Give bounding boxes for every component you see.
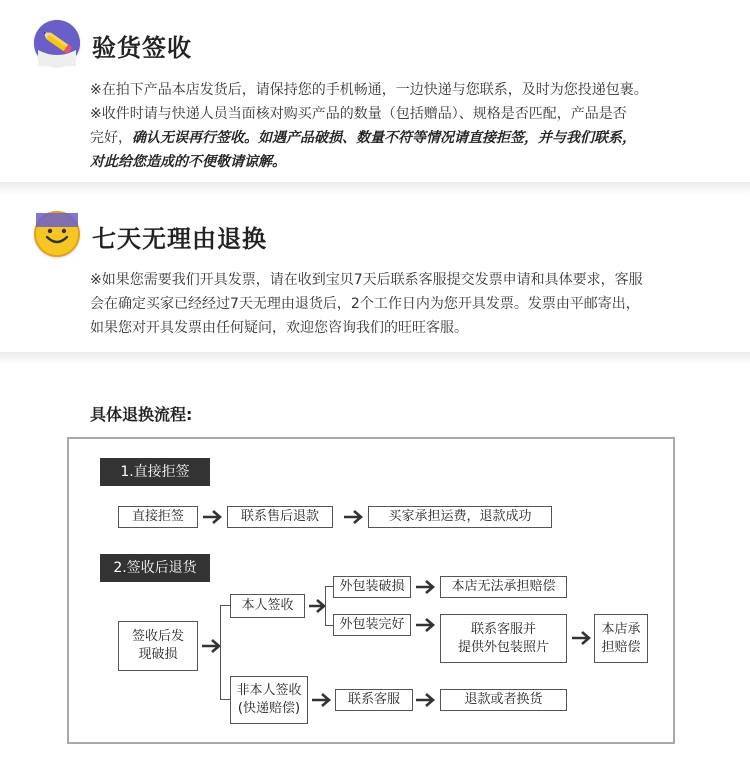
arrow-right-icon: [414, 691, 436, 709]
step-refund-or-exchange: 退款或者换货: [440, 689, 567, 711]
arrow-right-icon: [342, 508, 364, 526]
step-outer-intact: 外包装完好: [333, 614, 411, 636]
step-other-sign-line-2: (快递赔偿): [237, 701, 301, 716]
inspection-text: [90, 78, 710, 174]
step-contact-line-1: 联系客服并: [470, 621, 536, 637]
branch-line: [220, 605, 221, 700]
step-contact-aftersales: 联系售后退款: [227, 506, 333, 528]
step-store-compensates: [594, 614, 648, 663]
inspection-section: [0, 0, 750, 186]
step-store-comp-line-2: 担赔偿: [601, 639, 641, 655]
branch-line: [325, 625, 333, 626]
branch-line: [325, 586, 333, 587]
arrow-right-icon: [310, 691, 332, 709]
arrow-right-icon: [414, 616, 436, 634]
step-no-compensation: 本店无法承担赔偿: [440, 576, 567, 598]
arrow-right-icon: [307, 597, 327, 615]
branch-line: [220, 699, 230, 700]
inspection-line-4: 对此给您造成的不便敬请谅解。: [90, 154, 286, 170]
step-buyer-pays-shipping: 买家承担运费，退款成功: [368, 506, 552, 528]
step-damage-line-2: 现破损: [138, 647, 178, 662]
branch-line: [220, 605, 230, 606]
step-outer-damaged: 外包装破损: [333, 576, 411, 598]
arrow-right-icon: [414, 578, 436, 596]
step-store-comp-line-1: 本店承: [601, 621, 641, 637]
arrow-right-icon: [200, 637, 222, 655]
pencil-icon: [34, 20, 80, 66]
inspection-line-3-emphasis: 确认无误再行签收。如遇产品破损、数量不符等情况请直接拒签，并与我们联系，: [132, 130, 636, 146]
step-damage-line-1: 签收后发: [131, 629, 184, 644]
flow-heading: 具体退换流程:: [90, 405, 193, 424]
inspection-line-3: [90, 126, 710, 150]
returns-line-2: 会在确定买家已经经过7天无理由退货后，2个工作日内为您开具发票。发票由平邮寄出，: [90, 296, 640, 312]
returns-text: [90, 268, 710, 340]
section-divider-shadow: [0, 182, 750, 194]
returns-title: 七天无理由退换: [92, 225, 267, 253]
smile-icon: [34, 211, 80, 257]
step-contact-line-2: 提供外包装照片: [457, 639, 549, 655]
branch-line: [325, 586, 326, 626]
arrow-right-icon: [201, 508, 223, 526]
step-reject-directly: 直接拒签: [118, 506, 198, 528]
section-divider-shadow: [0, 352, 750, 364]
step-contact-with-photos: [440, 614, 567, 663]
flow-section-1-label: 1.直接拒签: [100, 458, 210, 486]
step-contact-service: 联系客服: [335, 689, 413, 711]
inspection-line-1: ※在拍下产品本店发货后，请保持您的手机畅通，一边快递与您联系，及时为您投递包裹。: [90, 82, 648, 98]
flow-section-2-label: 2.签收后退货: [100, 554, 210, 582]
returns-line-3: 如果您对开具发票由任何疑问，欢迎您咨询我们的旺旺客服。: [90, 320, 468, 336]
step-other-sign-line-1: 非本人签收: [236, 683, 302, 698]
inspection-line-2: ※收件时请与快递人员当面核对购买产品的数量（包括赠品）、规格是否匹配，产品是否: [90, 106, 627, 122]
step-self-sign: 本人签收: [230, 594, 305, 618]
arrow-right-icon: [570, 629, 592, 647]
inspection-title: 验货签收: [92, 34, 192, 62]
inspection-line-3-normal: 完好，: [90, 130, 132, 146]
step-other-sign: [230, 676, 308, 724]
step-damage-after-sign: [118, 621, 198, 671]
returns-line-1: ※如果您需要我们开具发票，请在收到宝贝7天后联系客服提交发票申请和具体要求，客服: [90, 272, 643, 288]
